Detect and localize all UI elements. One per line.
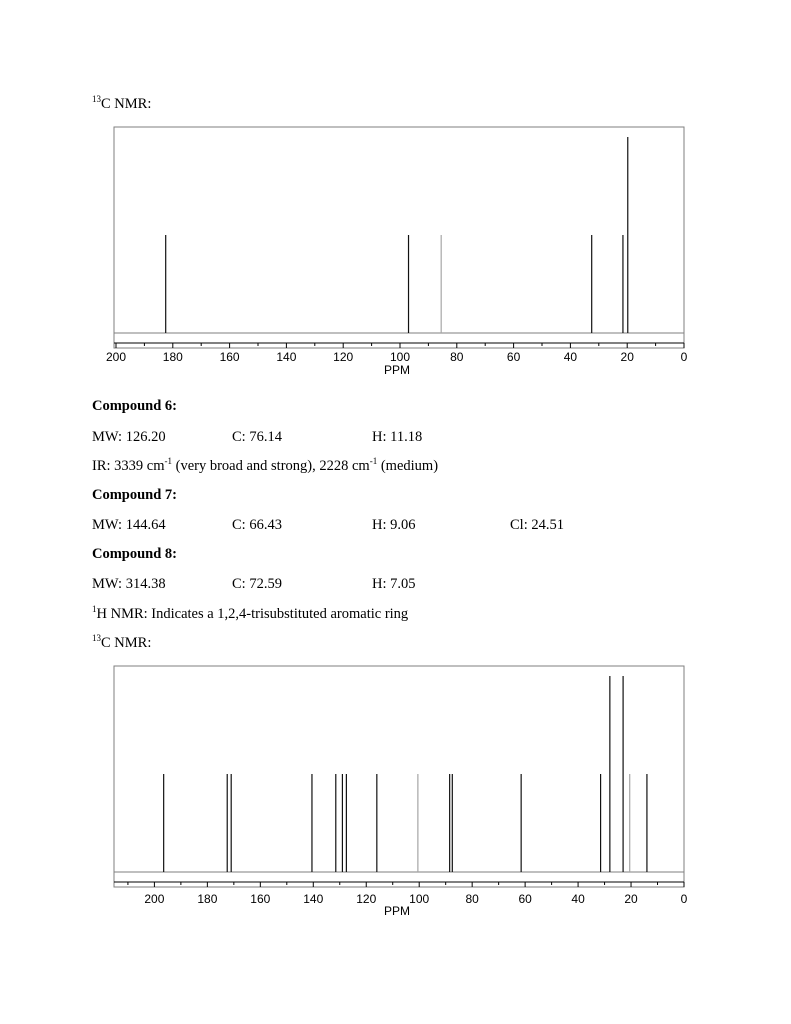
compound6-hydrogen: H: 11.18 [372,429,423,445]
compound8-mw: MW: 314.38 [92,576,166,592]
tick-label-180: 180 [197,892,218,906]
tick-label-20: 20 [620,350,634,364]
compound7-heading: Compound 7: [92,487,178,503]
compound6-ir: IR: 3339 $cm^{-1}$ (very broad and strong), 2228 $cm^{-1}$ (medium) [92,456,439,474]
tick-label-200: 200 [105,350,127,364]
plot-frame-1 [114,127,684,348]
compound7-mw: MW: 144.64 [92,517,166,533]
tick-label-100: 100 [409,892,430,906]
compound8-hnmr: $^1$H NMR: Indicates a 1,2,4-trisubstituted aromatic ring [92,604,409,622]
compound8-carbon: C: 72.59 [232,576,282,592]
tick-label-60: 60 [506,350,521,364]
x-axis-title: PPM [383,904,411,918]
tick-label-180: 180 [162,350,183,364]
tick-label-160: 160 [250,892,271,906]
compound7-hydrogen: H: 9.06 [372,517,416,533]
compound8-hydrogen: H: 7.05 [372,576,416,592]
x-axis-title: PPM [383,363,411,377]
compound7-carbon: C: 66.43 [232,517,282,533]
tick-label-40: 40 [563,350,578,364]
compound6-heading: Compound 6: [92,398,178,414]
plot-frame-2 [114,666,684,887]
tick-label-140: 140 [276,350,297,364]
tick-label-0: 0 [680,892,688,906]
tick-label-160: 160 [219,350,240,364]
tick-label-120: 120 [356,892,377,906]
tick-label-120: 120 [333,350,354,364]
tick-label-80: 80 [465,892,479,906]
tick-label-200: 200 [144,892,165,906]
compound8-heading: Compound 8: [92,546,178,562]
compound6-carbon: C: 76.14 [232,429,282,445]
compound6-mw: MW: 126.20 [92,429,166,445]
tick-label-100: 100 [389,350,411,364]
compound8-cnmr-label: $^{13}$C NMR: [92,633,152,651]
tick-label-80: 80 [450,350,464,364]
tick-label-140: 140 [303,892,324,906]
tick-label-0: 0 [680,350,688,364]
tick-label-20: 20 [624,892,638,906]
tick-label-60: 60 [518,892,532,906]
spectrum1-label: $^{13}$C NMR: [92,94,152,112]
compound7-chlorine: Cl: 24.51 [510,517,564,533]
tick-label-40: 40 [571,892,585,906]
